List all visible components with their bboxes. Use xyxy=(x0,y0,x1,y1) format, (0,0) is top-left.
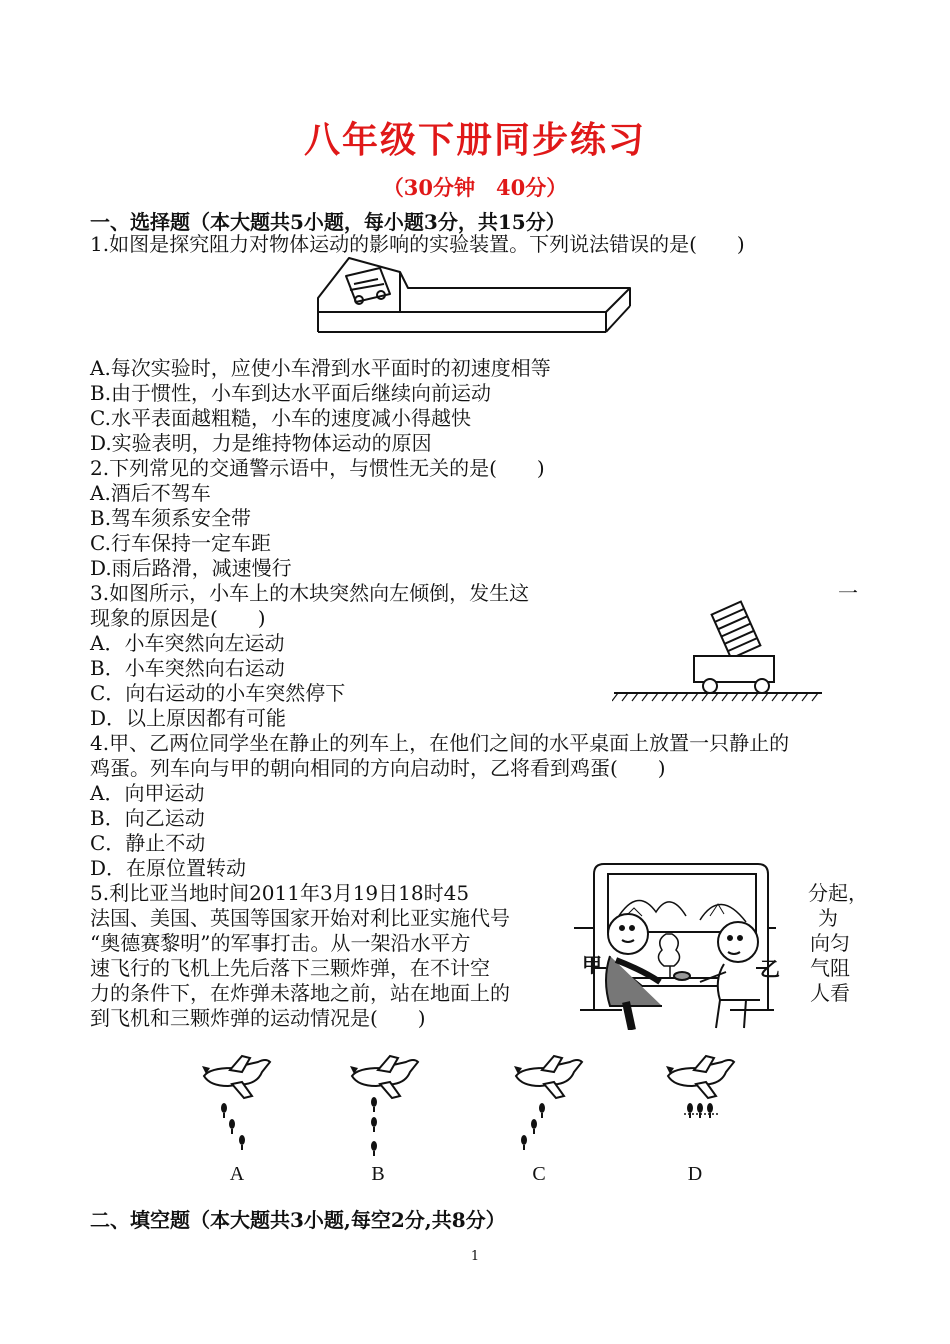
q5-line-3: “奥德赛黎明”的军事打击。从一架沿水平方 xyxy=(90,931,471,955)
section-heading-1: 一、选择题（本大题共5小题，每小题3分，共15分） xyxy=(90,210,566,234)
label-yi: 乙 xyxy=(760,959,780,981)
option-c-diagram xyxy=(514,1056,582,1150)
q3-option-a: A．小车突然向左运动 xyxy=(90,631,285,655)
option-b-label: B xyxy=(371,1163,385,1185)
q4-train-figure xyxy=(570,860,780,1030)
option-d-diagram xyxy=(666,1056,734,1118)
section-heading-2: 二、填空题（本大题共3小题,每空2分,共8分） xyxy=(90,1208,506,1232)
q2-option-b: B.驾车须系安全带 xyxy=(90,506,252,530)
q2-option-c: C.行车保持一定车距 xyxy=(90,531,271,555)
option-c-label: C xyxy=(532,1163,546,1185)
q3-cart-figure xyxy=(612,596,824,706)
q2-option-d: D.雨后路滑，减速慢行 xyxy=(90,556,292,580)
q4-option-a: A．向甲运动 xyxy=(90,781,205,805)
q4-stem-line1: 4.甲、乙两位同学坐在静止的列车上，在他们之间的水平桌面上放置一只静止的 xyxy=(90,731,790,755)
page-number: 1 xyxy=(470,1249,480,1264)
q3-stem-line1-end: 一 xyxy=(838,581,858,605)
q4-option-b: B．向乙运动 xyxy=(90,806,205,830)
q3-option-d: D．以上原因都有可能 xyxy=(90,706,287,730)
q5-line-2: 法国、美国、英国等国家开始对利比亚实施代号 xyxy=(90,906,510,930)
q3-option-c: C．向右运动的小车突然停下 xyxy=(90,681,346,705)
q5-line-1: 5.利比亚当地时间2011年3月19日18时45 xyxy=(90,881,470,905)
page-title: 八年级下册同步练习 xyxy=(303,119,646,161)
q5-line-5-end: 人看 xyxy=(810,981,850,1005)
q3-stem-line1: 3.如图所示，小车上的木块突然向左倾倒，发生这 xyxy=(90,581,530,605)
q1-option-a: A.每次实验时，应使小车滑到水平面时的初速度相等 xyxy=(90,356,551,380)
q3-stem-line2: 现象的原因是( ) xyxy=(90,606,266,630)
q4-option-c: C．静止不动 xyxy=(90,831,206,855)
q5-line-2-end: 为 xyxy=(818,906,838,930)
q1-ramp-figure xyxy=(316,254,632,336)
q5-line-5: 力的条件下，在炸弹未落地之前，站在地面上的 xyxy=(90,981,510,1005)
q4-option-d: D．在原位置转动 xyxy=(90,856,247,880)
option-a-label: A xyxy=(229,1163,245,1185)
option-d-label: D xyxy=(687,1163,703,1185)
label-jia: 甲 xyxy=(582,955,602,977)
q1-option-d: D.实验表明，力是维持物体运动的原因 xyxy=(90,431,432,455)
q5-options-figure xyxy=(190,1052,750,1188)
q5-line-1-end: 分起， xyxy=(808,881,868,905)
q5-line-4: 速飞行的飞机上先后落下三颗炸弹，在不计空 xyxy=(90,956,490,980)
q5-line-3-end: 向匀 xyxy=(810,931,850,955)
q5-line-4-end: 气阻 xyxy=(810,956,850,980)
q5-line-6: 到飞机和三颗炸弹的运动情况是( ) xyxy=(90,1006,426,1030)
q1-option-b: B.由于惯性，小车到达水平面后继续向前运动 xyxy=(90,381,492,405)
q2-option-a: A.酒后不驾车 xyxy=(90,481,211,505)
q1-stem: 1.如图是探究阻力对物体运动的影响的实验装置。下列说法错误的是( ) xyxy=(90,232,745,256)
option-b-diagram xyxy=(350,1056,418,1156)
q1-option-c: C.水平表面越粗糙，小车的速度减小得越快 xyxy=(90,406,471,430)
page-subtitle: （30分钟 40分） xyxy=(382,175,568,200)
option-a-diagram xyxy=(202,1056,270,1150)
q4-stem-line2: 鸡蛋。列车向与甲的朝向相同的方向启动时，乙将看到鸡蛋( ) xyxy=(90,756,666,780)
q3-option-b: B．小车突然向右运动 xyxy=(90,656,285,680)
q2-stem: 2.下列常见的交通警示语中，与惯性无关的是( ) xyxy=(90,456,545,480)
